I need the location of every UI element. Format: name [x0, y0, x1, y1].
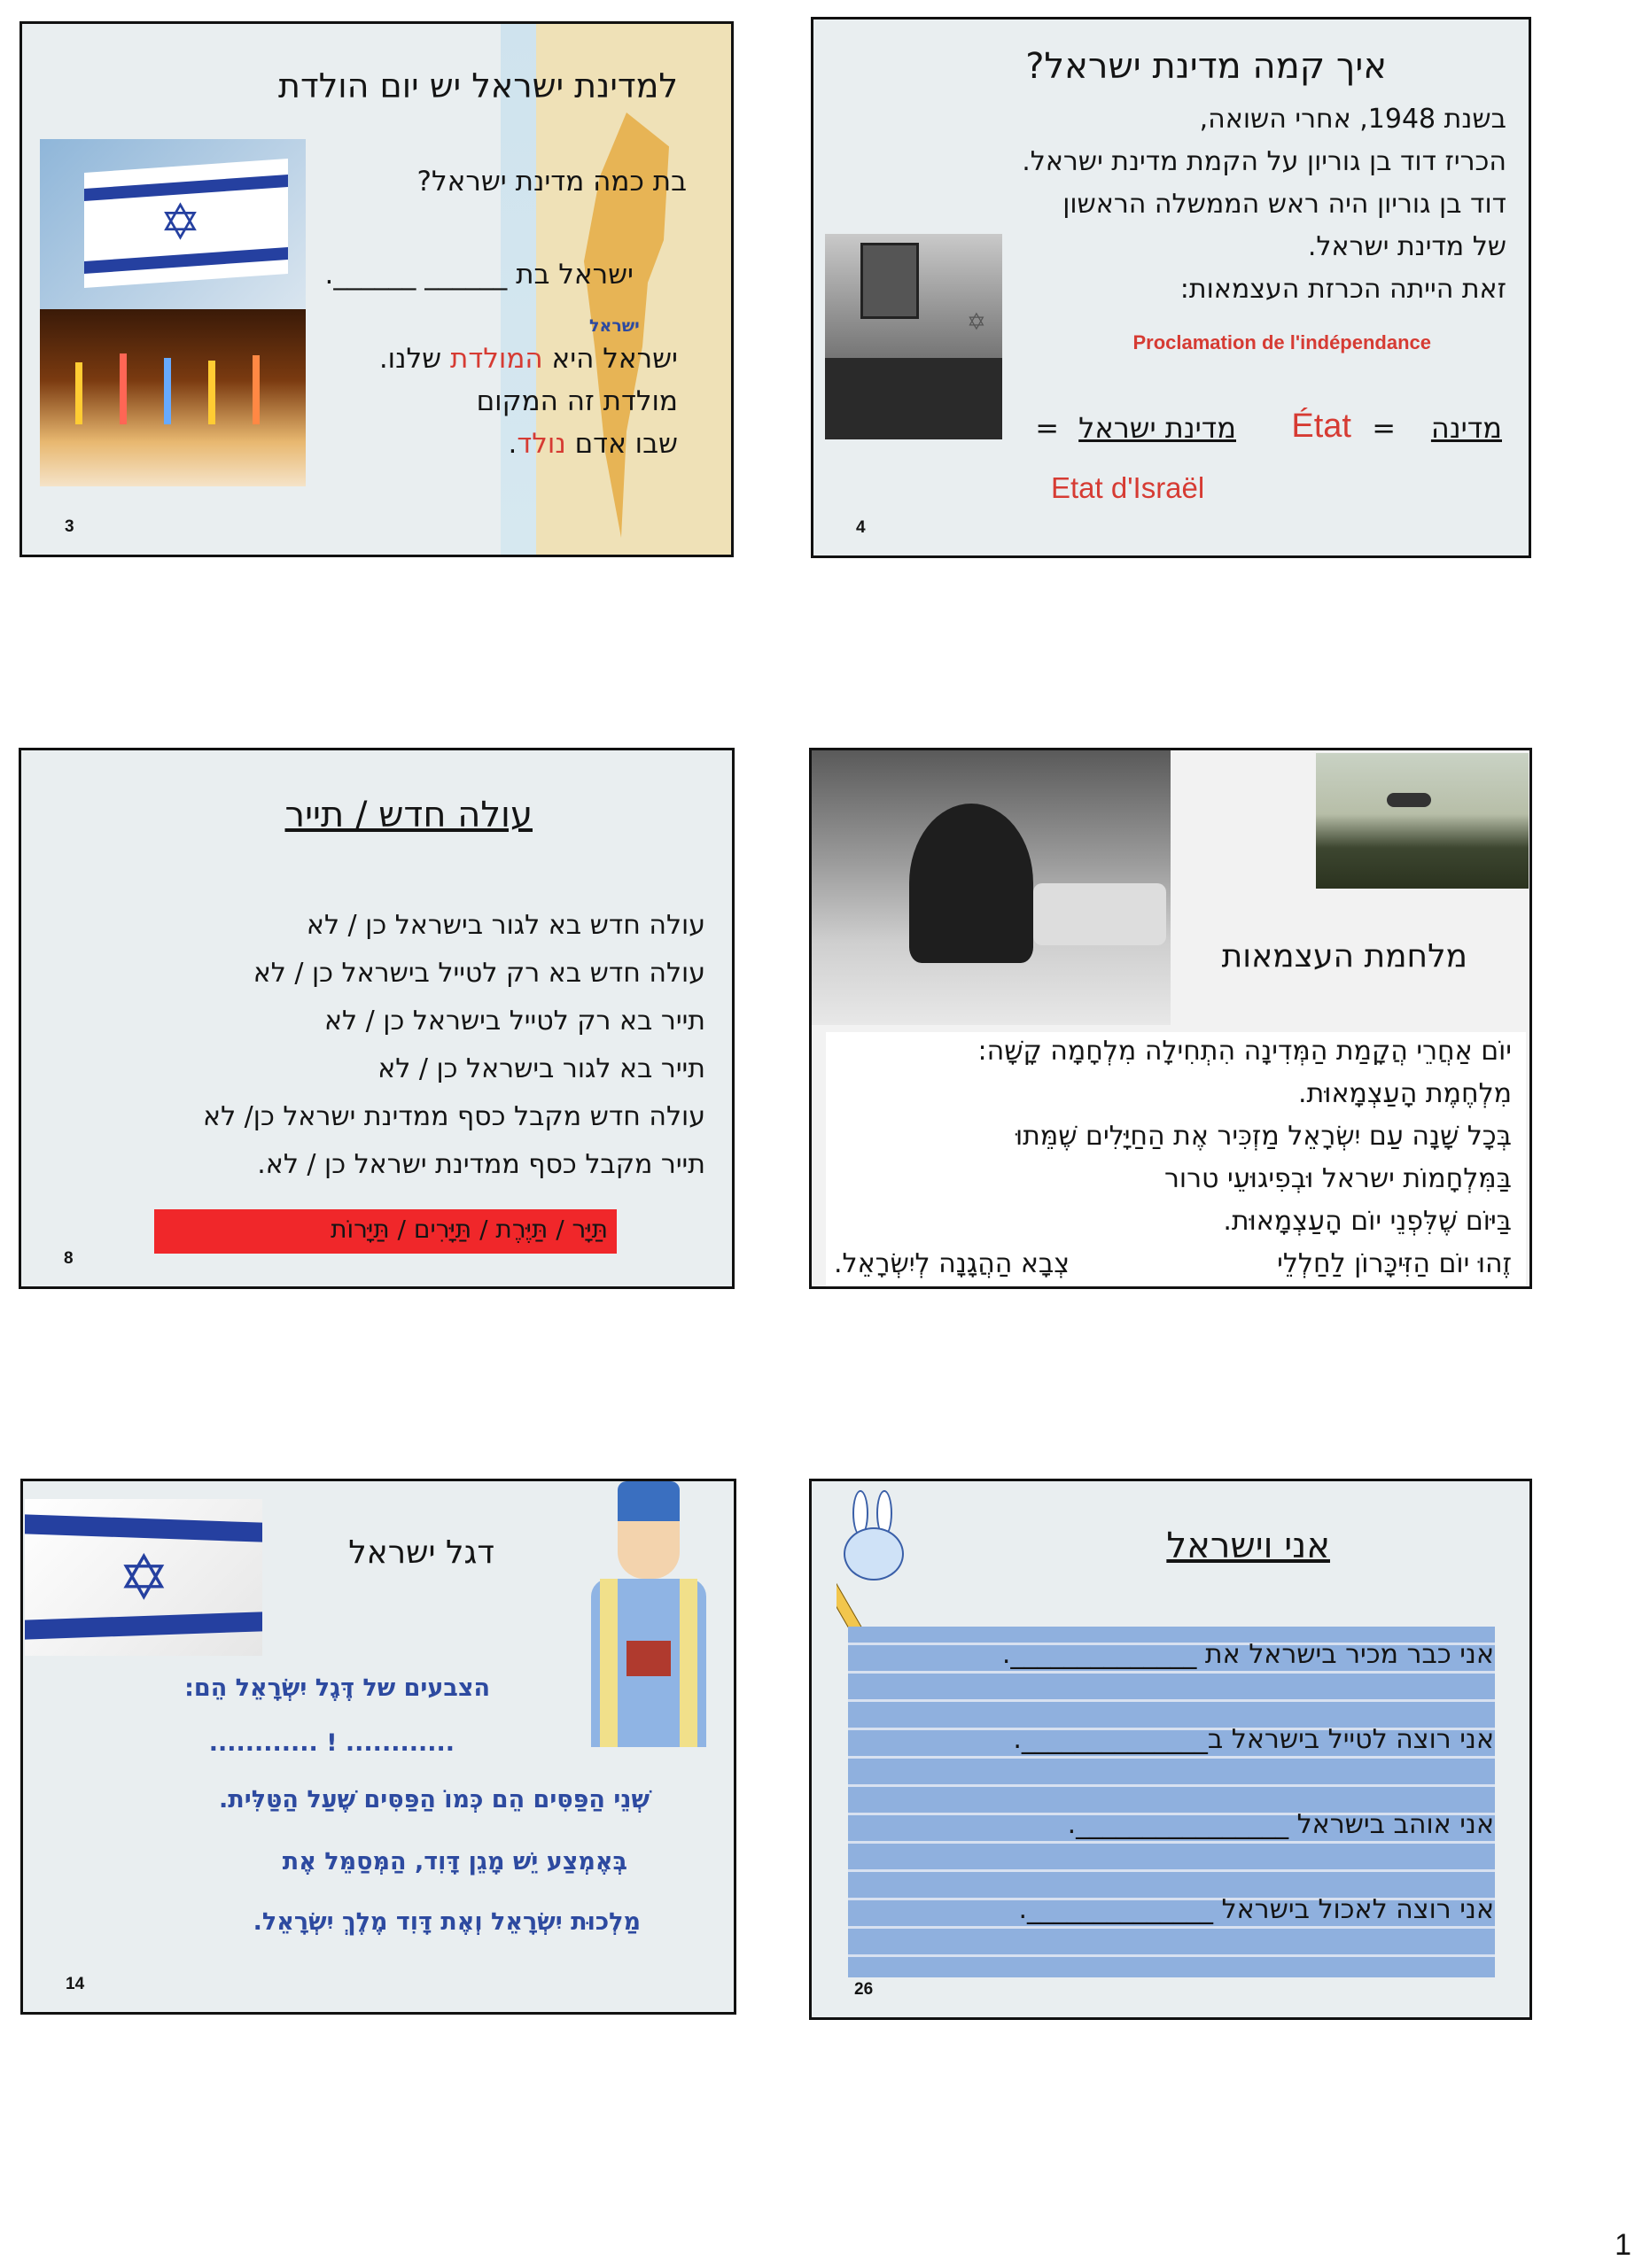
flag-line-5: מַלְכוּת יִשְׂרָאֵל וְאֶת דָּוִד מֶלֶךְ יִשְׂרָאֵל.: [253, 1908, 641, 1936]
slide-independence-war: [809, 748, 1532, 1289]
line-2: מִלְחֶמֶת הָעַצְמָאוּת.: [1298, 1078, 1512, 1109]
slide-number: 3: [65, 517, 74, 536]
question: בת כמה מדינת ישראל?: [416, 166, 687, 198]
para-line-5: זאת הייתה הכרזת העצמאות:: [1179, 274, 1506, 305]
para-line-4: של מדינת ישראל.: [1307, 231, 1506, 262]
line-3: [508, 428, 678, 460]
slide-8: [19, 748, 735, 1289]
line-1: יוֹם אַחֲרֵי הֲקָמַת הַמְּדִינָה הִתְחִילָה מִלְחָמָה קָשָׁה:: [977, 1036, 1512, 1067]
state-fr: État: [1291, 408, 1351, 445]
slide-title: איך קמה מדינת ישראל?: [1025, 46, 1387, 87]
line-5: בַּיּוֹם שֶׁלִּפְנֵי יוֹם הָעַצְמָאוּת.: [1223, 1206, 1512, 1237]
dots-line: ............ ! ............: [208, 1729, 455, 1757]
slide-title: עולה חדש / תייר: [284, 795, 533, 835]
line-6a: זֶהוּ יוֹם הַזִּיכָּרוֹן לַחַלְלֵי: [1277, 1248, 1512, 1279]
slide-number: 8: [64, 1249, 74, 1268]
star-of-david-icon: ✡: [118, 1542, 170, 1614]
state-he: מדינה: [1430, 411, 1502, 445]
slide-3: [19, 21, 734, 557]
slide-title: דגל ישראל: [348, 1534, 494, 1571]
line-1: [379, 343, 678, 375]
line1-b: שלנו.: [378, 343, 450, 375]
israel-flag-icon: [40, 139, 306, 309]
line-3: תייר בא רק לטייל בישראל כן / לא: [323, 1006, 705, 1037]
line3-b: .: [508, 428, 518, 460]
flag-line-4: בְּאֶמְצַע יֵשׁ מָגֵן דָּוִד, הַמְּסַמֵּל אֶת: [282, 1848, 627, 1876]
line-6: תייר מקבל כסף ממדינת ישראל כן / לא.: [257, 1149, 705, 1180]
state-israel-he: מדינת ישראל: [1078, 411, 1236, 445]
para-line-1: בשנת 1948, אחרי השואה,: [1199, 104, 1506, 135]
line-5: עולה חדש מקבל כסף ממדינת ישראל כן/ לא: [203, 1101, 705, 1132]
para-line-2: הכריז דוד בן גוריון על הקמת מדינת ישראל.: [1022, 146, 1506, 177]
slide-14: [20, 1479, 736, 2015]
map-label: ישראל: [589, 316, 640, 336]
line3-red: נולד: [517, 428, 566, 460]
birthday-cake-image: [40, 309, 306, 486]
page-number: 1: [1615, 2228, 1631, 2262]
line-4: בַּמִּלְחָמוֹת ישראל וּבְפִיגוּעֵי טרור: [1163, 1163, 1512, 1194]
answer-prefix: ישראל בת: [516, 259, 634, 291]
slide-4: [811, 17, 1531, 558]
slide-26: [809, 1479, 1532, 2020]
slide-number: 4: [856, 518, 866, 537]
line-2: עולה חדש בא רק לטייל בישראל כן / לא: [253, 958, 705, 989]
line1-a: ישראל היא: [542, 343, 678, 375]
line-1: עולה חדש בא לגור בישראל כן / לא: [306, 910, 705, 941]
proclamation-label: Proclamation de l'indépendance: [1132, 331, 1431, 353]
state-israel-fr: Etat d'Israël: [1051, 471, 1205, 504]
slide-number: 14: [66, 1975, 85, 1993]
equals-2: =: [1035, 411, 1059, 445]
slide-title: אני וישראל: [1166, 1526, 1330, 1566]
mourning-woman-photo: [812, 750, 1171, 1025]
boy-with-tallit-image: [578, 1481, 725, 1747]
equals-1: =: [1372, 411, 1396, 445]
answer-line-3: אני אוהב בישראל ________________.: [1067, 1809, 1494, 1840]
slide-number: 26: [854, 1980, 874, 1999]
forms-text: תַּיָּר / תַּיֶּרֶת / תַּיָּרִים / תַּיָּרוֹת: [331, 1215, 608, 1244]
line-3: בְּכָל שָׁנָה עַם יִשְׂרָאֵל מַזְכִּיר אֶת הַחַיָּלִים שֶׁמֵּתוּ: [1016, 1121, 1512, 1152]
line3-a: שבו אדם: [565, 428, 678, 460]
flag-line-3: שְׁנֵי הַפַּסִּים הֵם כְּמוֹ הַפַּסִּים שֶׁעַל הַטַּלִּית.: [219, 1786, 650, 1814]
line-2: מולדת זה המקום: [476, 385, 678, 417]
answer-line-2: אני רוצה לטייל בישראל ב______________.: [1013, 1724, 1494, 1755]
line-4: תייר בא לגור בישראל כן / לא: [377, 1053, 705, 1084]
ben-gurion-photo: ✡: [825, 234, 1002, 439]
answer-line: [325, 259, 634, 291]
answer-line-4: אני רוצה לאכול בישראל ______________.: [1018, 1894, 1494, 1925]
line-6b: צְבָא הַהֲגָנָה לְיִשְׂרָאֵל.: [834, 1248, 1070, 1279]
para-line-3: דוד בן גוריון היה ראש הממשלה הראשון: [1062, 189, 1506, 220]
star-of-david-icon: ✡: [160, 194, 201, 252]
slide-title: למדינת ישראל יש יום הולדת: [277, 66, 678, 105]
soldiers-helicopter-photo: [1316, 753, 1529, 889]
answer-blank: ______ ______.: [324, 259, 508, 291]
colors-line: הצבעים של דֶּגֶל יִשְׂרָאֵל הֵם:: [184, 1674, 490, 1702]
slide-title: מלחמת העצמאות: [1221, 938, 1467, 975]
rabbit-pencil-icon: [837, 1490, 907, 1645]
line1-red: המולדת: [449, 343, 543, 375]
israel-flag-icon: [25, 1499, 262, 1656]
answer-line-1: אני כבר מכיר בישראל את ______________.: [1001, 1639, 1494, 1670]
